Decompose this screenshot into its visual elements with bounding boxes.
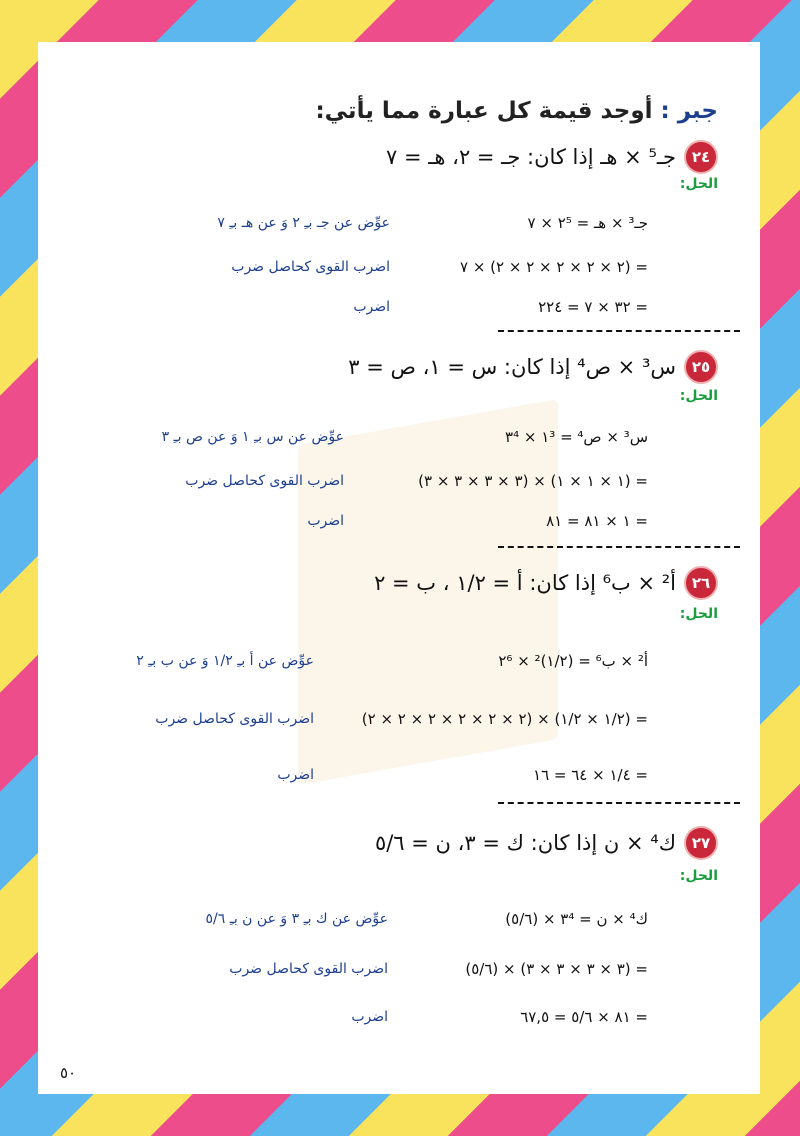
step-note: عوِّض عن جـ بـِ ٢ وَ عن هـ بـِ ٧: [217, 215, 390, 231]
page-heading: [315, 98, 718, 124]
step-expression: = (١ × ١ × ١) × (٣ × ٣ × ٣ × ٣): [418, 472, 648, 490]
step-expression: = ١ × ٨١ = ٨١: [546, 512, 648, 530]
problem-27-question: [375, 826, 718, 860]
solution-label: الحل:: [679, 388, 718, 404]
step-expression: = (٣ × ٣ × ٣ × ٣) × (٥/٦): [465, 960, 648, 978]
step-expression: = (١/٢ × ١/٢) × (٢ × ٢ × ٢ × ٢ × ٢ × ٢): [361, 710, 648, 728]
step-note: عوِّض عن س بـِ ١ وَ عن ص بـِ ٣: [161, 429, 344, 445]
step-expression: = (٢ × ٢ × ٢ × ٢ × ٢) × ٧: [460, 258, 648, 276]
heading-label: جبر :: [660, 98, 718, 124]
solution-label: الحل:: [679, 606, 718, 622]
heading-text: أوجد قيمة كل عبارة مما يأتي:: [315, 98, 661, 124]
step-note: اضرب القوى كحاصل ضرب: [231, 259, 390, 275]
step-note: عوِّض عن أ بـِ ١/٢ وَ عن ب بـِ ٢: [136, 653, 314, 669]
step-expression: جـ³ × هـ = ٢⁵ × ٧: [527, 214, 648, 232]
solution-label: الحل:: [679, 176, 718, 192]
solution-label: الحل:: [679, 868, 718, 884]
question-text: ك⁴ × ن إذا كان: ك = ٣، ن = ٥/٦: [374, 831, 676, 855]
step-note: اضرب: [351, 1009, 388, 1025]
question-text: س³ × ص⁴ إذا كان: س = ١، ص = ٣: [348, 355, 676, 379]
section-divider: [498, 802, 740, 806]
problem-26-question: [374, 566, 718, 600]
step-note: اضرب القوى كحاصل ضرب: [155, 711, 314, 727]
question-text: أ² × ب⁶ إذا كان: أ = ١/٢ ، ب = ٢: [374, 571, 676, 595]
step-expression: س³ × ص⁴ = ١³ × ٣⁴: [505, 428, 648, 446]
step-note: اضرب: [307, 513, 344, 529]
page-number: ٥٠: [60, 1064, 77, 1082]
section-divider: [498, 546, 740, 550]
step-note: عوِّض عن ك بـِ ٣ وَ عن ن بـِ ٥/٦: [205, 911, 388, 927]
step-expression: = ٣٢ × ٧ = ٢٢٤: [538, 298, 648, 316]
step-note: اضرب: [277, 767, 314, 783]
question-text: جـ⁵ × هـ إذا كان: جـ = ٢، هـ = ٧: [386, 145, 676, 169]
step-expression: = ٨١ × ٥/٦ = ٦٧,٥: [520, 1008, 648, 1026]
step-expression: أ² × ب⁶ = (١/٢)² × ٢⁶: [498, 652, 648, 670]
step-expression: = ١/٤ × ٦٤ = ١٦: [533, 766, 648, 784]
step-note: اضرب القوى كحاصل ضرب: [229, 961, 388, 977]
step-expression: ك⁴ × ن = ٣⁴ × (٥/٦): [505, 910, 648, 928]
step-note: اضرب القوى كحاصل ضرب: [185, 473, 344, 489]
step-note: اضرب: [353, 299, 390, 315]
worksheet-page: [38, 42, 760, 1094]
problem-number-badge: ٢٥: [684, 350, 718, 384]
problem-24-question: [386, 140, 718, 174]
problem-number-badge: ٢٤: [684, 140, 718, 174]
problem-25-question: [348, 350, 718, 384]
problem-number-badge: ٢٦: [684, 566, 718, 600]
section-divider: [498, 330, 740, 334]
problem-number-badge: ٢٧: [684, 826, 718, 860]
